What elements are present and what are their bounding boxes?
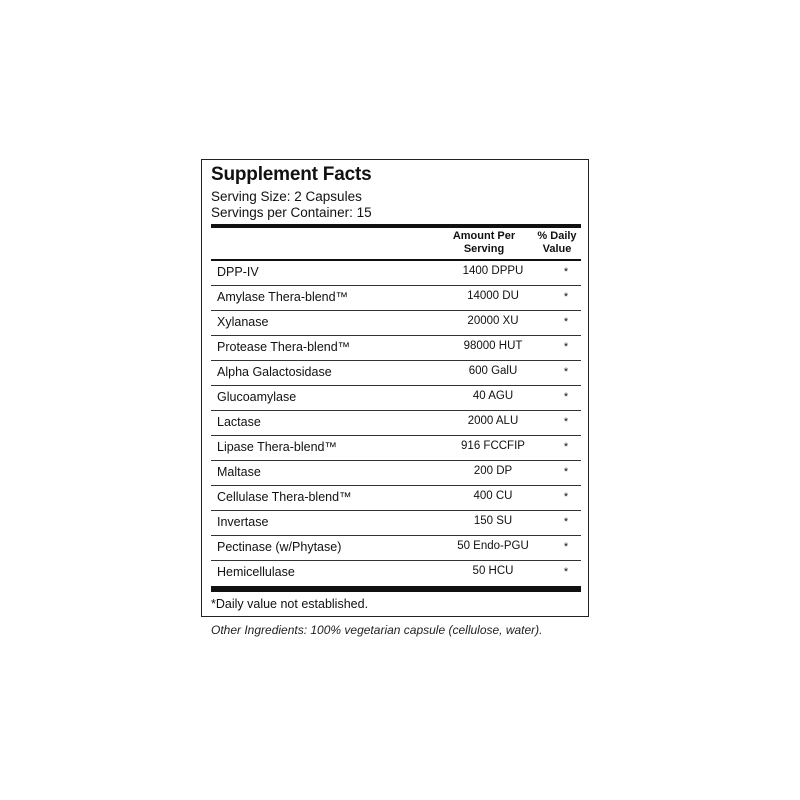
ingredient-name: Xylanase xyxy=(217,315,269,329)
ingredient-daily-value: * xyxy=(563,416,569,428)
table-row xyxy=(211,461,581,486)
bottom-divider xyxy=(211,586,581,592)
ingredient-name: DPP-IV xyxy=(217,265,259,279)
ingredient-amount: 14000 DU xyxy=(467,290,519,302)
daily-value-header xyxy=(532,230,582,256)
other-ingredients: Other Ingredients: 100% vegetarian capsule (cellulose, water). xyxy=(211,623,543,637)
ingredient-name: Glucoamylase xyxy=(217,390,297,404)
ingredient-amount: 600 GalU xyxy=(468,365,518,377)
table-row xyxy=(211,536,581,561)
ingredient-daily-value: * xyxy=(563,491,569,503)
table-row xyxy=(211,561,581,585)
top-divider xyxy=(211,224,581,228)
ingredient-amount: 40 AGU xyxy=(472,390,514,402)
ingredient-daily-value: * xyxy=(563,441,569,453)
table-row xyxy=(211,411,581,436)
ingredient-amount: 200 DP xyxy=(473,465,513,477)
table-row xyxy=(211,511,581,536)
ingredient-daily-value: * xyxy=(563,541,569,553)
table-row xyxy=(211,386,581,411)
footnote: *Daily value not established. xyxy=(211,597,369,611)
ingredient-name: Amylase Thera-blend™ xyxy=(217,290,349,304)
amount-header-line1: Amount Per xyxy=(452,230,516,242)
table-row xyxy=(211,286,581,311)
ingredient-name: Pectinase (w/Phytase) xyxy=(217,540,342,554)
ingredient-amount: 916 FCCFIP xyxy=(461,440,525,452)
ingredient-daily-value: * xyxy=(563,341,569,353)
ingredient-name: Hemicellulase xyxy=(217,565,295,579)
ingredient-daily-value: * xyxy=(563,291,569,303)
ingredient-table xyxy=(211,261,581,585)
servings-per-container: Servings per Container: 15 xyxy=(211,205,372,220)
ingredient-daily-value: * xyxy=(563,516,569,528)
serving-size: Serving Size: 2 Capsules xyxy=(211,189,362,204)
ingredient-daily-value: * xyxy=(563,316,569,328)
dv-header-line1: % Daily xyxy=(537,230,577,242)
table-row xyxy=(211,436,581,461)
ingredient-amount: 50 HCU xyxy=(472,565,514,577)
ingredient-daily-value: * xyxy=(563,391,569,403)
ingredient-name: Alpha Galactosidase xyxy=(217,365,332,379)
ingredient-amount: 98000 HUT xyxy=(463,340,523,352)
ingredient-name: Lactase xyxy=(217,415,261,429)
supplement-facts-panel xyxy=(201,159,589,617)
ingredient-daily-value: * xyxy=(563,566,569,578)
dv-header-line2: Value xyxy=(542,243,572,255)
ingredient-name: Protease Thera-blend™ xyxy=(217,340,351,354)
ingredient-amount: 1400 DPPU xyxy=(462,265,524,277)
ingredient-amount: 400 CU xyxy=(473,490,513,502)
ingredient-amount: 2000 ALU xyxy=(467,415,519,427)
ingredient-name: Maltase xyxy=(217,465,261,479)
amount-header xyxy=(434,230,534,256)
table-row xyxy=(211,336,581,361)
ingredient-daily-value: * xyxy=(563,266,569,278)
ingredient-name: Lipase Thera-blend™ xyxy=(217,440,337,454)
table-row xyxy=(211,486,581,511)
ingredient-name: Invertase xyxy=(217,515,269,529)
table-row xyxy=(211,361,581,386)
amount-header-line2: Serving xyxy=(463,243,505,255)
table-row xyxy=(211,261,581,286)
ingredient-daily-value: * xyxy=(563,466,569,478)
ingredient-daily-value: * xyxy=(563,366,569,378)
ingredient-name: Cellulase Thera-blend™ xyxy=(217,490,352,504)
panel-title: Supplement Facts xyxy=(211,164,372,185)
ingredient-amount: 20000 XU xyxy=(467,315,519,327)
ingredient-amount: 50 Endo-PGU xyxy=(457,540,529,552)
table-row xyxy=(211,311,581,336)
ingredient-amount: 150 SU xyxy=(473,515,513,527)
